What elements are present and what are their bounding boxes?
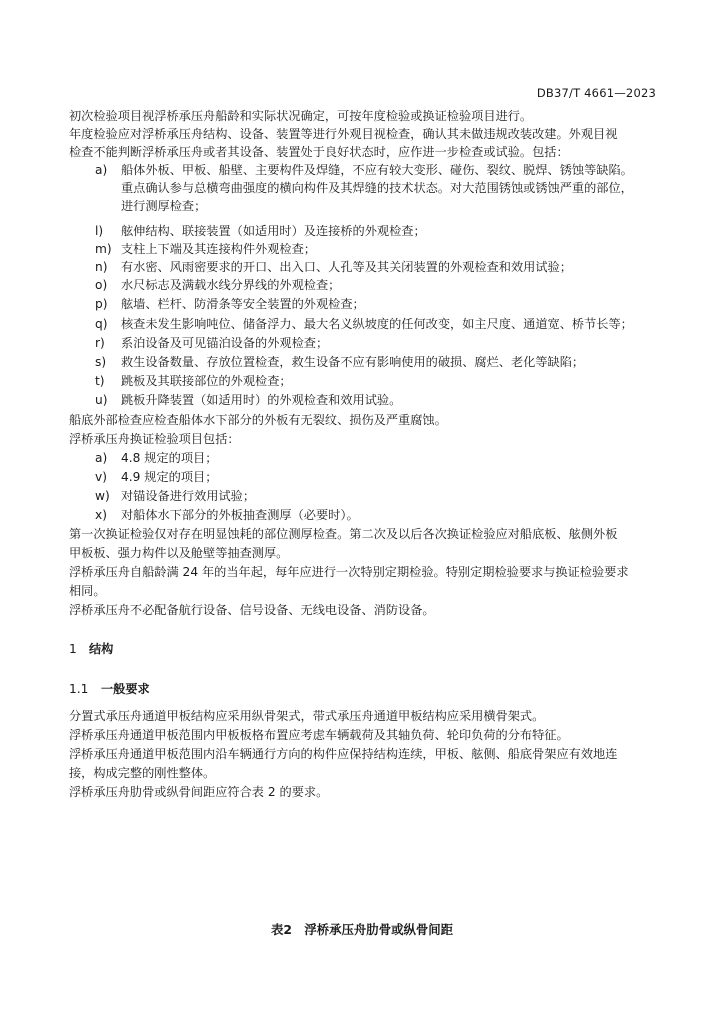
list-text: 跳板及其联接部位的外观检查；: [121, 374, 292, 388]
list-item: [69, 487, 724, 505]
list-item: [69, 449, 724, 467]
list-text: 跳板升降装置（如适用时）的外观检查和效用试验。: [121, 393, 402, 407]
list-text: 进行测厚检查；: [121, 199, 207, 213]
list-text: 救生设备数量、存放位置检查，救生设备不应有影响使用的破损、腐烂、老化等缺陷；: [121, 355, 585, 369]
list-marker: m): [95, 242, 112, 256]
list-marker: a): [95, 163, 108, 177]
list-item: [69, 391, 724, 409]
list-item: [69, 334, 724, 352]
table-caption: 表2 浮桥承压舟肋骨或纵骨间距: [270, 922, 454, 937]
paragraph-line: 分置式承压舟通道甲板结构应采用纵骨架式，带式承压舟通道甲板结构应采用横骨架式。: [69, 709, 545, 723]
list-item: [69, 240, 724, 258]
paragraph-line: 浮桥承压舟不必配备航行设备、信号设备、无线电设备、消防设备。: [69, 603, 435, 617]
list-text: 4.8 规定的项目；: [121, 451, 218, 465]
list-marker: x): [95, 508, 107, 522]
paragraph-line: 年度检验应对浮桥承压舟结构、设备、装置等进行外观目视检查，确认其未做违规改装改建。外观目视: [69, 127, 618, 141]
subsection-heading: [69, 680, 724, 698]
list-marker: o): [95, 278, 108, 292]
list-item: [69, 468, 724, 486]
paragraph-line: 浮桥承压舟肋骨或纵骨间距应符合表 2 的要求。: [69, 785, 329, 799]
paragraph-line: 检查不能判断浮桥承压舟或者其设备、装置处于良好状态时，应作进一步检查或试验。包括：: [69, 145, 569, 159]
paragraph-line: 浮桥承压舟换证检验项目包括：: [69, 432, 240, 446]
section-heading: [69, 640, 724, 658]
list-item: [69, 258, 724, 276]
list-marker: u): [95, 393, 108, 407]
list-item-continuation: [69, 179, 724, 197]
subsection-number: 1.1: [69, 682, 89, 696]
paragraph-line: 甲板板、强力构件以及舱壁等抽查测厚。: [69, 546, 289, 560]
list-text: 舷伸结构、联接装置（如适用时）及连接桥的外观检查；: [121, 224, 426, 238]
paragraph-line: 浮桥承压舟通道甲板范围内沿车辆通行方向的构件应保持结构连续，甲板、舷侧、船底骨架应有效地连: [69, 747, 618, 761]
list-marker: t): [95, 374, 105, 388]
list-marker: s): [95, 355, 107, 369]
list-item: [69, 276, 724, 294]
list-text: 舷墙、栏杆、防滑条等安全装置的外观检查；: [121, 297, 365, 311]
list-text: 对船体水下部分的外板抽查测厚（必要时）。: [121, 508, 359, 522]
section-title: 结构: [89, 642, 114, 656]
list-marker: v): [95, 470, 107, 484]
subsection-title: 一般要求: [101, 682, 150, 696]
list-marker: n): [95, 260, 108, 274]
list-marker: r): [95, 336, 105, 350]
list-text: 系泊设备及可见锚泊设备的外观检查；: [121, 336, 329, 350]
section-number: 1: [69, 642, 77, 656]
list-item: [69, 506, 724, 524]
list-item: [69, 353, 724, 371]
paragraph-line: 浮桥承压舟自船龄满 24 年的当年起，每年应进行一次特别定期检验。特别定期检验要求与换证检验要求: [69, 565, 629, 579]
list-text: 对锚设备进行效用试验；: [121, 489, 256, 503]
list-item: [69, 295, 724, 313]
paragraph-line: 接，构成完整的刚性整体。: [69, 766, 216, 780]
paragraph-line: 相同。: [69, 584, 106, 598]
list-item: [69, 315, 724, 333]
list-marker: w): [95, 489, 110, 503]
list-marker: a): [95, 451, 108, 465]
paragraph-line: 浮桥承压舟通道甲板范围内甲板板格布置应考虑车辆载荷及其轴负荷、轮印负荷的分布特征。: [69, 728, 569, 742]
paragraph-line: 初次检验项目视浮桥承压舟船龄和实际状况确定，可按年度检验或换证检验项目进行。: [69, 109, 533, 123]
list-marker: l): [95, 224, 104, 238]
paragraph-line: 第一次换证检验仅对存在明显蚀耗的部位测厚检查。第二次及以后各次换证检验应对船底板、舷侧外板: [69, 527, 618, 541]
list-item-continuation: [69, 197, 724, 215]
paragraph-line: 船底外部检查应检查船体水下部分的外板有无裂纹、损伤及严重腐蚀。: [69, 413, 447, 427]
list-text: 重点确认参与总横弯曲强度的横向构件及其焊缝的技术状态。对大范围锈蚀或锈蚀严重的部位，: [121, 181, 633, 195]
list-text: 有水密、风雨密要求的开口、出入口、人孔等及其关闭装置的外观检查和效用试验；: [121, 260, 572, 274]
list-marker: p): [95, 297, 108, 311]
list-text: 核查未发生影响吨位、储备浮力、最大名义纵坡度的任何改变，如主尺度、通道宽、桥节长等；: [121, 317, 633, 331]
list-item: [69, 222, 724, 240]
list-item: [69, 372, 724, 390]
list-text: 水尺标志及满载水线分界线的外观检查；: [121, 278, 341, 292]
document-id-header: DB37/T 4661—2023: [536, 86, 656, 100]
list-item: [69, 161, 724, 179]
list-marker: q): [95, 317, 108, 331]
list-text: 船体外板、甲板、船壁、主要构件及焊缝，不应有较大变形、碰伤、裂纹、脱焊、锈蚀等缺陷。: [121, 163, 633, 177]
list-text: 支柱上下端及其连接构件外观检查；: [121, 242, 316, 256]
list-text: 4.9 规定的项目；: [121, 470, 218, 484]
